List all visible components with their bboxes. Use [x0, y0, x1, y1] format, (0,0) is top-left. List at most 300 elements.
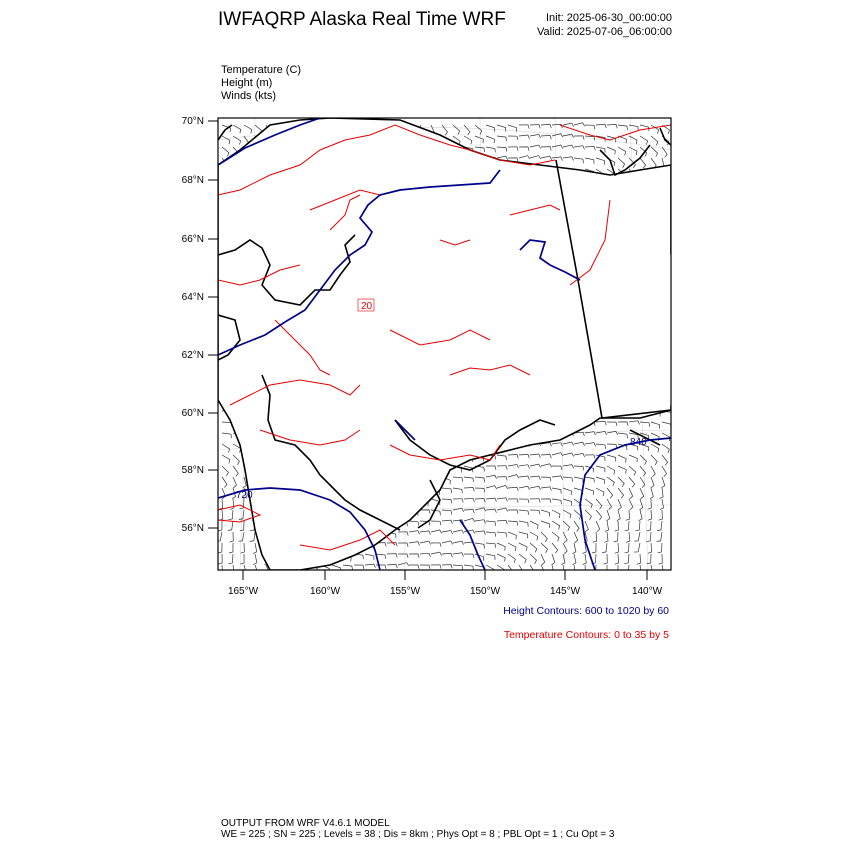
wind-barb — [464, 518, 475, 521]
wind-barb — [398, 543, 408, 547]
wind-barb — [497, 554, 505, 562]
wind-barb — [431, 552, 442, 556]
wind-barb — [219, 510, 223, 520]
wind-barb — [442, 499, 452, 503]
wind-barb — [431, 521, 441, 525]
wind-barb — [365, 554, 374, 560]
wind-barb — [464, 510, 474, 514]
wind-barb — [541, 477, 551, 481]
wind-barb — [222, 444, 230, 453]
wind-barb — [607, 124, 617, 128]
wind-barb — [519, 532, 528, 538]
wind-barb — [596, 124, 606, 128]
wind-barb — [662, 433, 670, 441]
wind-barb — [585, 455, 595, 459]
wind-barb — [497, 543, 505, 551]
wind-barb — [541, 156, 552, 160]
wind-barb — [497, 565, 505, 574]
wind-barb — [596, 158, 605, 165]
wind-barb — [497, 455, 507, 460]
wind-barb — [409, 521, 419, 526]
wind-barb — [222, 455, 230, 463]
wind-barb — [563, 145, 574, 149]
wind-barb — [585, 477, 594, 483]
wind-barb — [486, 498, 496, 502]
wind-barb — [640, 466, 646, 476]
wind-barb — [648, 499, 652, 509]
wind-barb — [519, 147, 529, 151]
lon-label: 165°W — [227, 586, 259, 597]
wind-barb — [585, 158, 594, 164]
valid-time: Valid: 2025-07-06_06:00:00 — [537, 26, 672, 38]
wind-barb — [530, 510, 540, 514]
wind-barb — [651, 422, 660, 429]
wind-barb — [530, 454, 540, 458]
wind-barb — [651, 136, 658, 145]
wind-barb — [233, 466, 238, 476]
wind-barb — [398, 532, 408, 536]
wind-barb — [233, 477, 237, 488]
wind-barb — [552, 499, 561, 504]
wind-barb — [475, 125, 482, 135]
wind-barb — [640, 422, 650, 427]
wind-barb — [585, 510, 591, 520]
wind-barb — [541, 147, 551, 151]
wind-barb — [464, 125, 470, 135]
wind-barb — [659, 554, 663, 564]
wind-barb — [464, 488, 474, 492]
wind-barb — [629, 147, 637, 155]
wind-barb — [639, 510, 643, 521]
wind-barb — [541, 521, 550, 528]
wind-barb — [508, 147, 518, 151]
wind-barb — [541, 510, 550, 517]
wind-barb — [442, 531, 453, 535]
wind-barb — [508, 554, 515, 563]
wind-barb — [253, 554, 257, 565]
wind-barb — [508, 532, 516, 539]
lat-label: 66°N — [181, 234, 204, 245]
wind-barb — [354, 565, 364, 569]
wind-barb — [442, 125, 448, 135]
wind-barb — [574, 146, 585, 150]
wind-barb — [519, 499, 529, 503]
wind-barb — [475, 147, 485, 152]
wind-barb — [634, 543, 640, 552]
wind-barb — [530, 532, 538, 540]
wind-barb — [541, 455, 551, 459]
wind-barb — [387, 554, 397, 558]
wind-barb — [228, 521, 233, 530]
height-contour-label-west: 720 — [236, 490, 253, 501]
wind-barb — [453, 530, 464, 534]
wind-barb — [530, 554, 537, 564]
wind-barb — [222, 433, 232, 438]
wind-barb — [574, 521, 579, 532]
wind-barb — [222, 477, 227, 488]
wind-barb — [563, 532, 567, 543]
wind-barb — [629, 421, 640, 425]
wind-barb — [563, 465, 574, 469]
wind-barb — [658, 543, 662, 553]
wind-barb — [508, 136, 518, 140]
wind-barb — [343, 565, 353, 570]
wind-barb — [475, 488, 485, 492]
wind-barb — [618, 477, 624, 487]
wind-barb — [563, 488, 572, 495]
wind-barb — [596, 510, 602, 520]
wind-barb — [365, 564, 375, 568]
wind-barb — [475, 477, 485, 482]
wind-barb — [497, 477, 507, 481]
wind-barb — [497, 520, 507, 524]
wind-barb — [464, 136, 472, 144]
field-winds: Winds (kts) — [221, 90, 276, 102]
wind-barb — [519, 486, 530, 490]
wind-barb — [629, 455, 637, 462]
wind-barb — [530, 145, 541, 149]
wind-barb — [486, 565, 494, 573]
wind-barb — [618, 125, 628, 130]
wind-barb — [244, 125, 252, 133]
wind-barb — [596, 466, 605, 472]
wind-barb — [626, 532, 630, 542]
wind-barb — [552, 532, 559, 541]
wind-barb — [431, 530, 442, 534]
wind-barb — [486, 475, 497, 479]
wind-barb — [574, 453, 585, 457]
wind-barb — [574, 123, 585, 127]
wind-barb — [508, 543, 516, 551]
wind-barb — [486, 554, 495, 560]
wind-barb — [497, 125, 506, 132]
wind-barb — [607, 488, 613, 498]
wind-barb — [442, 541, 453, 545]
wind-barb — [250, 532, 255, 541]
wind-barb — [497, 466, 507, 470]
wind-barb — [618, 455, 626, 463]
wind-barb — [574, 477, 583, 483]
wind-barb — [618, 158, 625, 168]
wind-barb — [618, 499, 621, 510]
wind-barb — [662, 466, 667, 477]
wind-barb — [662, 455, 668, 465]
wind-barb — [216, 532, 222, 541]
wind-barb — [596, 488, 604, 496]
wind-barb — [659, 510, 663, 520]
wind-barb — [519, 510, 529, 515]
wind-barb — [660, 488, 664, 499]
wind-barb — [604, 554, 608, 564]
wind-barb — [552, 521, 560, 530]
wind-barb — [651, 455, 657, 465]
wind-barb — [651, 444, 659, 452]
wind-barb — [486, 521, 496, 526]
wind-barb — [228, 510, 233, 520]
wind-barb — [657, 532, 662, 541]
wind-barb — [657, 521, 662, 531]
wind-barb — [618, 488, 624, 498]
wind-barb — [605, 521, 609, 532]
wind-barb — [662, 444, 669, 453]
wind-barb — [541, 543, 548, 553]
wind-barb — [530, 125, 540, 129]
wind-barb — [497, 485, 508, 488]
wind-barb — [508, 521, 518, 526]
wind-barb — [453, 565, 463, 570]
wind-barb — [240, 554, 244, 564]
temp-contour-label: 20 — [361, 301, 373, 312]
wind-barb — [530, 464, 541, 468]
wind-barb — [376, 565, 386, 569]
wind-barb — [228, 554, 233, 564]
wind-barb — [420, 553, 430, 557]
lat-label: 70°N — [181, 116, 204, 127]
wind-barb — [453, 499, 463, 503]
wind-barb — [583, 554, 587, 565]
wind-barb — [222, 136, 230, 144]
wind-barb — [626, 510, 630, 520]
wind-barb — [618, 422, 628, 426]
wind-barb — [629, 466, 636, 476]
wind-barb — [574, 466, 584, 470]
wind-barb — [475, 499, 485, 503]
wind-barb — [624, 554, 629, 564]
wind-barb — [563, 453, 574, 457]
wind-barb — [486, 543, 496, 548]
wind-barb — [230, 499, 234, 509]
wind-barb — [561, 554, 565, 565]
wind-barb — [230, 532, 234, 542]
wind-barb — [552, 488, 561, 494]
wind-barb — [592, 543, 596, 553]
wind-barb — [640, 499, 643, 510]
wind-barb — [637, 554, 641, 564]
wind-barb — [497, 498, 508, 502]
wind-barb — [635, 521, 640, 531]
wind-barb — [519, 521, 528, 527]
wind-barb — [530, 134, 541, 138]
wind-barb — [420, 541, 431, 545]
wind-barb — [486, 125, 495, 132]
wind-barb — [607, 444, 617, 448]
wind-barb — [453, 508, 464, 512]
wind-barb — [508, 455, 518, 459]
wind-barb — [618, 466, 626, 474]
wind-barb — [453, 553, 464, 557]
wind-barb — [420, 510, 430, 514]
wind-barb — [475, 543, 484, 548]
wind-barb — [486, 486, 497, 490]
field-height: Height (m) — [221, 77, 273, 89]
wind-barb — [475, 136, 483, 143]
wind-barb — [607, 510, 610, 521]
wind-barb — [398, 554, 408, 558]
wind-barb — [552, 554, 555, 565]
wind-barb — [497, 136, 507, 141]
wind-barb — [464, 498, 474, 502]
wind-barb — [541, 499, 551, 503]
field-temperature: Temperature (C) — [221, 64, 302, 76]
wind-barb — [651, 466, 655, 477]
wind-barb — [453, 477, 463, 482]
wind-barb — [572, 543, 576, 554]
wind-barb — [218, 554, 222, 564]
wind-barb — [530, 521, 538, 529]
map-title: IWFAQRP Alaska Real Time WRF — [218, 9, 506, 30]
wind-barb — [563, 477, 573, 482]
wind-barb — [530, 476, 540, 480]
wind-barb — [660, 499, 664, 510]
wind-barb — [486, 466, 496, 470]
wind-barb — [519, 554, 526, 563]
wind-barb — [442, 520, 452, 524]
lat-label: 68°N — [181, 175, 204, 186]
wind-barb — [607, 147, 615, 155]
wind-barb — [563, 510, 571, 518]
wind-barb — [442, 553, 452, 557]
wind-barb — [651, 147, 658, 157]
wind-barb — [409, 542, 420, 546]
wind-barb — [519, 543, 527, 551]
wind-barb — [453, 125, 460, 135]
wind-barb — [409, 554, 419, 558]
wind-barb — [387, 543, 397, 547]
lon-label: 140°W — [631, 586, 663, 597]
wind-barb — [233, 455, 239, 465]
wind-barb — [647, 521, 651, 531]
wind-barb — [596, 421, 606, 425]
wind-barb — [431, 543, 441, 547]
wind-barb — [486, 136, 494, 143]
wind-barb — [475, 531, 486, 535]
wind-barb — [453, 541, 464, 545]
wind-barb — [541, 554, 545, 565]
wind-barb — [629, 499, 633, 510]
wind-barb — [508, 499, 518, 503]
lon-label: 150°W — [469, 586, 501, 597]
wind-barb — [662, 147, 667, 157]
wind-barb — [607, 499, 612, 510]
wind-barb — [651, 125, 659, 134]
wind-barb — [508, 465, 519, 469]
lon-label: 155°W — [389, 586, 421, 597]
wind-barb — [475, 520, 486, 524]
lat-label: 62°N — [181, 350, 204, 361]
wind-barb — [640, 488, 644, 499]
wind-barb — [552, 476, 563, 480]
wind-barb — [497, 508, 508, 512]
wind-barb — [530, 156, 541, 159]
wind-barb — [625, 543, 629, 553]
wind-barb — [519, 454, 529, 458]
wind-barb — [233, 125, 241, 133]
wind-barb — [593, 532, 597, 542]
wind-barb — [530, 486, 541, 490]
wind-barb — [442, 565, 452, 569]
wind-barb — [629, 488, 633, 499]
wind-barb — [420, 565, 430, 569]
wind-barb — [431, 565, 441, 569]
wind-barb — [629, 477, 635, 487]
lat-axis — [208, 121, 218, 528]
wind-barb — [563, 543, 567, 554]
wind-barb — [519, 476, 529, 480]
height-contours-legend: Height Contours: 600 to 1020 by 60 — [503, 605, 669, 617]
wind-barb — [585, 443, 596, 447]
wind-barb — [409, 565, 419, 569]
wind-barb — [617, 510, 620, 521]
wind-barb — [648, 543, 652, 553]
wind-barb — [563, 442, 574, 446]
wind-barb — [662, 477, 665, 488]
wind-barb — [541, 532, 547, 542]
wind-barb — [219, 499, 223, 509]
wind-barb — [607, 422, 617, 426]
wind-barb — [519, 465, 530, 469]
wind-barb — [574, 532, 578, 543]
wind-barb — [618, 433, 628, 438]
wind-barb — [530, 499, 540, 503]
wind-barb — [625, 521, 629, 531]
lon-axis — [243, 570, 647, 580]
lon-label: 160°W — [309, 586, 341, 597]
wind-barb — [241, 543, 245, 553]
wind-barb — [602, 543, 607, 553]
wind-barb — [596, 499, 602, 509]
wind-barb — [607, 466, 615, 474]
wind-barb — [596, 477, 605, 484]
wind-barb — [464, 554, 474, 558]
wind-barb — [629, 136, 637, 144]
wind-barb — [240, 521, 244, 531]
wind-barb — [596, 521, 600, 532]
lat-label: 58°N — [181, 465, 204, 476]
wind-barb — [519, 125, 529, 129]
height-contour-label-east: 840 — [630, 437, 647, 448]
wind-barb — [541, 487, 552, 491]
wind-barb — [409, 531, 420, 535]
wind-barb — [552, 543, 558, 553]
wind-barb — [420, 531, 431, 535]
wind-barb — [604, 532, 608, 542]
wind-barb — [615, 543, 619, 553]
wind-barb — [596, 444, 606, 449]
wind-barb — [648, 510, 652, 520]
wind-barb — [574, 442, 585, 446]
wind-barb — [229, 543, 233, 553]
lat-label: 60°N — [181, 408, 204, 419]
wind-barb — [453, 488, 462, 493]
wind-barb — [574, 158, 584, 163]
wind-barb — [585, 125, 595, 129]
wind-barb — [585, 521, 588, 532]
wind-barb — [618, 147, 626, 156]
wind-barb — [563, 157, 574, 161]
wind-barb — [253, 543, 257, 554]
wind-barb — [530, 543, 537, 552]
wind-barb — [541, 124, 551, 128]
wind-barb — [563, 499, 572, 506]
model-stats: WE = 225 ; SN = 225 ; Levels = 38 ; Dis = 8km ; Phys Opt = 8 ; PBL Opt = 1 ; Cu Opt = 3 — [221, 829, 615, 840]
wind-barb — [541, 464, 552, 468]
wind-barb — [508, 487, 518, 491]
wind-barb — [552, 510, 560, 518]
temperature-contours-legend: Temperature Contours: 0 to 35 by 5 — [503, 629, 669, 641]
wind-barb — [651, 477, 654, 488]
wind-barb — [650, 488, 653, 499]
model-info: OUTPUT FROM WRF V4.6.1 MODEL — [221, 818, 390, 829]
